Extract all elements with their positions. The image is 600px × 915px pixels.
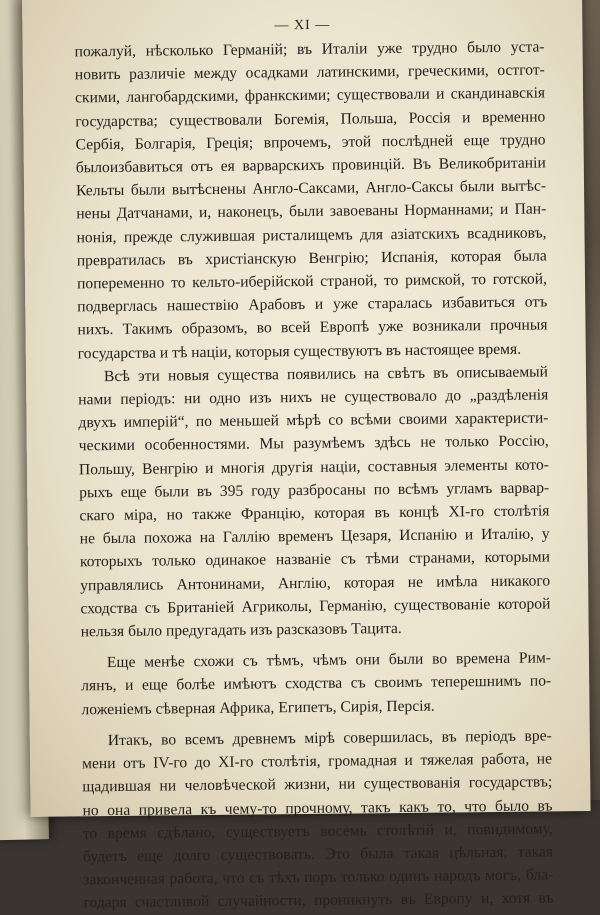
text-line: мени отъ IV-го до XI-го столѣтія, громадная и тяжелая работа, не — [81, 750, 553, 773]
text-line: двухъ имперій“, по меньшей мѣрѣ со всѣми своими характеристи- — [78, 409, 549, 432]
text-line: подверглась нашествію Арабовъ и уже старалась избавиться отъ — [77, 293, 548, 316]
text-line: ложеніемъ сѣверная Африка, Египетъ, Сирія, Персія. — [81, 697, 435, 719]
text-line: будетъ еще долго существовать. Это была такая цѣльная, такая — [82, 843, 554, 866]
page-text — [74, 35, 553, 914]
text-line: законченная работа, что съ тѣхъ поръ только одинъ народъ могъ, бла- — [83, 866, 554, 889]
text-line: ческими особенностями. Мы разумѣемъ здѣсь не только Россію, — [78, 432, 549, 455]
text-line: управлялись Антонинами, Англію, которая не имѣла никакого — [80, 572, 551, 595]
text-line: скаго міра, но также Францію, которая въ концѣ XI-го столѣтія — [79, 502, 550, 525]
text-line: Итакъ, во всемъ древнемъ мірѣ совершилась, въ періодъ вре- — [107, 727, 552, 749]
text-line: нельзя было предугадать изъ разсказовъ Тацита. — [80, 620, 402, 641]
book-page — [22, 0, 591, 912]
text-line: но она привела къ чему-то прочному, такъ какъ то, что было въ — [82, 796, 553, 819]
text-line: Сербія, Болгарія, Греція; впрочемъ, этой послѣдней еще трудно — [75, 131, 546, 154]
text-line: нами періодъ: ни одно изъ нихъ не существовало до „раздѣленія — [78, 386, 549, 409]
text-line: Всѣ эти новыя существа появились на свѣтъ въ описываемый — [103, 363, 549, 385]
text-line: сходства съ Британіей Агриколы, Германію, существованіе которой — [80, 595, 551, 618]
text-line: государства; существовали Богемія, Польша, Россія и временно — [75, 108, 546, 130]
text-line: годаря счастливой случайности, проникнуть въ Европу и, хотя въ — [83, 889, 554, 912]
text-line: попеременно то кельто-иберійской страной, то римской, то готской, — [76, 270, 548, 293]
text-line: лянъ, и еще болѣе имѣютъ сходства съ своимъ теперешнимъ по- — [81, 672, 552, 695]
text-line: которыхъ только одинакое названіе съ тѣми странами, которыми — [79, 548, 551, 571]
text-line: былоизбавиться отъ ея варварскихъ провинцій. Въ Великобританіи — [75, 154, 546, 177]
text-line: рыхъ еще были въ 395 году разбросаны по всѣмъ угламъ варвар- — [79, 479, 550, 502]
text-line: Польшу, Венгрію и многія другія націи, составныя элементы кото- — [78, 456, 550, 479]
text-line: скими, лангобардскими, франкскими; существовали и скандинавскія — [74, 84, 546, 107]
text-line: щадившая ни человѣческой жизни, ни существованія государствъ; — [82, 773, 553, 796]
page-number: — XI — — [274, 17, 331, 34]
text-line: не была похожа на Галлію временъ Цезаря, Испанію и Италію, у — [79, 525, 550, 548]
text-line: нонія, прежде служившая ристалищемъ для азіатскихъ всадниковъ, — [76, 224, 547, 246]
text-line: нихъ. Такимъ образомъ, во всей Европѣ уже возникали прочныя — [77, 316, 548, 339]
text-line: пожалуй, нѣсколько Германій; въ Италіи уже трудно было уста- — [74, 38, 545, 61]
text-line: то время сдѣлано, существуетъ восемь столѣтій и, повидимому, — [82, 820, 553, 843]
text-line: новить различіе между осадками латинскими, греческими, остгот- — [74, 61, 545, 84]
text-line: нены Датчанами, и, наконецъ, были завоеваны Норманнами; и Пан- — [76, 200, 547, 223]
text-line: государства и тѣ націи, которыя существуютъ въ настоящее время. — [77, 340, 522, 363]
text-line: Кельты были вытѣснены Англо-Саксами, Англо-Саксы были вытѣс- — [75, 177, 547, 200]
text-line: Еще менѣе схожи съ тѣмъ, чѣмъ они были во времена Рим- — [106, 649, 552, 672]
text-line: превратилась въ христіанскую Венгрію; Испанія, которая была — [76, 247, 547, 270]
